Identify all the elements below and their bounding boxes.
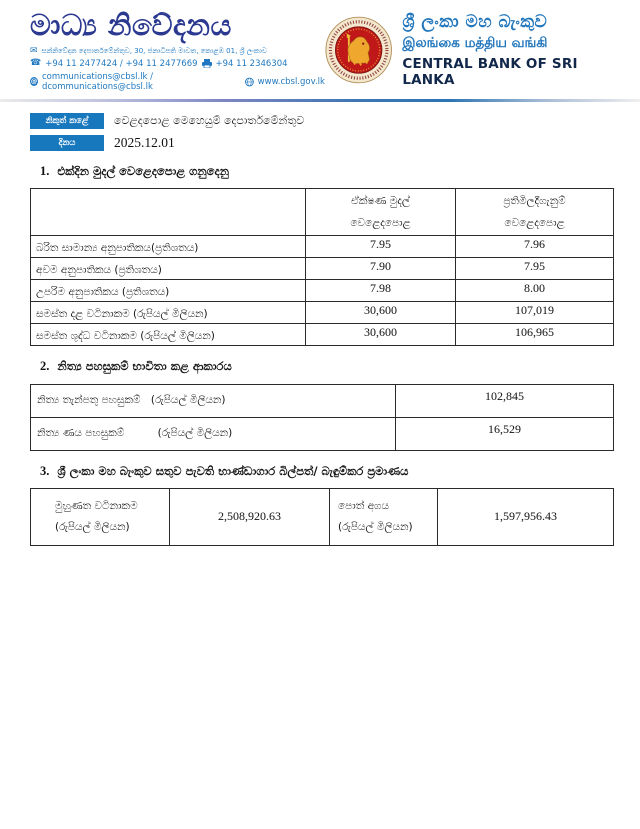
repo-market-header-line1: ප්‍රතිමිලදීගැනුම් — [503, 194, 566, 207]
call-value: 7.95 — [306, 235, 456, 257]
page-header — [0, 0, 640, 92]
bank-name-tamil: இலங்கை மத்திய வங்கி — [402, 35, 548, 51]
call-value: 7.98 — [306, 279, 456, 301]
bank-identity — [325, 12, 614, 88]
envelope-icon: ✉ — [30, 45, 38, 56]
table-row — [31, 488, 614, 545]
table-row — [31, 301, 614, 323]
section1-title: එක්දින මුදල් වෙළෙදපොළ ගනුදෙනු — [57, 163, 229, 178]
fax-printer-icon — [202, 59, 212, 68]
phone-icon: ☎ — [30, 58, 42, 69]
facility-value: 102,845 — [396, 384, 614, 417]
facility-label: නිත්‍ය තැන්පතු පහසුකම් — [37, 394, 141, 407]
section3-number: 3. — [40, 463, 50, 478]
book-value-label-line2: (රුපියල් මිලියන) — [338, 520, 413, 533]
bank-names — [402, 12, 614, 88]
facility-unit: (රුපියල් මිලියන) — [157, 427, 233, 440]
email-addresses: communications@cbsl.lk / dcommunications@cbsl.lk — [41, 71, 154, 92]
call-value: 30,600 — [306, 323, 456, 345]
call-market-header — [306, 188, 456, 235]
face-value-label — [31, 488, 170, 545]
face-value: 2,508,920.63 — [170, 488, 330, 545]
face-value-label-line2: (රුපියල් මිලියන) — [55, 520, 130, 533]
masthead — [30, 10, 325, 92]
page-title: මාධ්‍ය නිවේදනය — [30, 8, 232, 42]
facility-label: නිත්‍ය ණය පහසුකම් — [37, 427, 125, 440]
treasury-holdings-table — [30, 488, 614, 546]
repo-value: 106,965 — [456, 323, 614, 345]
email-web-line — [30, 72, 325, 92]
issued-by-value: වෙළදපොළ මෙහෙයුම් දෙපාර්තමේන්තුව — [114, 113, 305, 127]
table-row — [31, 235, 614, 257]
header-divider — [0, 99, 640, 102]
call-market-header-line1: ඒක්ෂණ මුදල් — [351, 194, 410, 207]
table-row — [31, 384, 614, 417]
bank-name-english: CENTRAL BANK OF SRI LANKA — [402, 56, 578, 88]
repo-value: 107,019 — [456, 301, 614, 323]
call-value: 30,600 — [306, 301, 456, 323]
meta-block — [30, 113, 640, 151]
repo-value: 7.95 — [456, 257, 614, 279]
phone-line — [30, 59, 325, 69]
repo-market-header — [456, 188, 614, 235]
date-badge: දිනය — [30, 135, 104, 151]
website-url: www.cbsl.gov.lk — [257, 76, 325, 87]
book-value-label — [330, 488, 438, 545]
row-label: උපරිම අනුපාතිකය (ප්‍රතිශතය) — [31, 279, 306, 301]
central-bank-logo — [325, 13, 392, 87]
section3-heading — [40, 464, 640, 479]
standing-facilities-table — [30, 384, 614, 451]
row-label: සමස්ත ශුද්ධ වටිනාකම (රුපියල් මිලියන) — [31, 323, 306, 345]
row-label — [31, 417, 396, 450]
face-value-label-line1: මුහුණත වටිනාකම — [55, 499, 138, 512]
fax-number: +94 11 2346304 — [215, 58, 288, 69]
phone-numbers: +94 11 2477424 / +94 11 2477669 — [45, 58, 198, 69]
issued-by-row — [30, 113, 640, 129]
facility-value: 16,529 — [396, 417, 614, 450]
issued-by-badge: නිකුත් කළේ — [30, 113, 104, 129]
book-value: 1,597,956.43 — [438, 488, 614, 545]
row-label: අවම අනුපාතිකය (ප්‍රතිශතය) — [31, 257, 306, 279]
repo-value: 8.00 — [456, 279, 614, 301]
facility-unit: (රුපියල් මිලියන) — [150, 394, 226, 407]
row-label: බරිත සාමාන්‍ය අනුපාතිකය(ප්‍රතිශතය) — [31, 235, 306, 257]
bottom-whitespace — [0, 546, 640, 826]
section3-title: ශ්‍රී ලංකා මහ බැංකුව සතුව පැවති භාණ්ඩාගාර බිල්පත්/ බැඳුම්කර ප්‍රමාණය — [57, 463, 409, 478]
table-row — [31, 257, 614, 279]
row-label — [31, 384, 396, 417]
repo-market-header-line2: වෙළෙදපොළ — [504, 216, 565, 229]
date-value: 2025.12.01 — [114, 134, 175, 150]
section1-heading — [40, 164, 640, 179]
table-row — [31, 279, 614, 301]
book-value-label-line1: පොත් අගය — [338, 499, 390, 512]
globe-icon — [245, 77, 254, 87]
section2-number: 2. — [40, 358, 50, 373]
address-line — [30, 47, 325, 56]
section1-number: 1. — [40, 163, 50, 178]
section2-title: නිත්‍ය පහසුකම් භාවිතා කළ ආකාරය — [57, 358, 232, 373]
money-market-table — [30, 188, 614, 346]
table-header-row — [31, 188, 614, 235]
bank-name-sinhala: ශ්‍රී ලංකා මහ බැංකුව — [402, 12, 548, 32]
section2-heading — [40, 359, 640, 374]
call-market-header-line2: වෙළෙදපොළ — [350, 216, 411, 229]
row-label: සමස්ත දළ වටිනාකම (රුපියල් මිලියන) — [31, 301, 306, 323]
table-row — [31, 417, 614, 450]
address-text: සන්නිවේදන දෙපාර්තමේන්තුව, 30, ජනාධිපති මාවත, කොළඹ 01, ශ්‍රී ලංකාව — [41, 46, 267, 55]
call-value: 7.90 — [306, 257, 456, 279]
empty-header-cell — [31, 188, 306, 235]
email-icon: @ — [30, 77, 38, 86]
table-row — [31, 323, 614, 345]
date-row — [30, 135, 640, 151]
repo-value: 7.96 — [456, 235, 614, 257]
